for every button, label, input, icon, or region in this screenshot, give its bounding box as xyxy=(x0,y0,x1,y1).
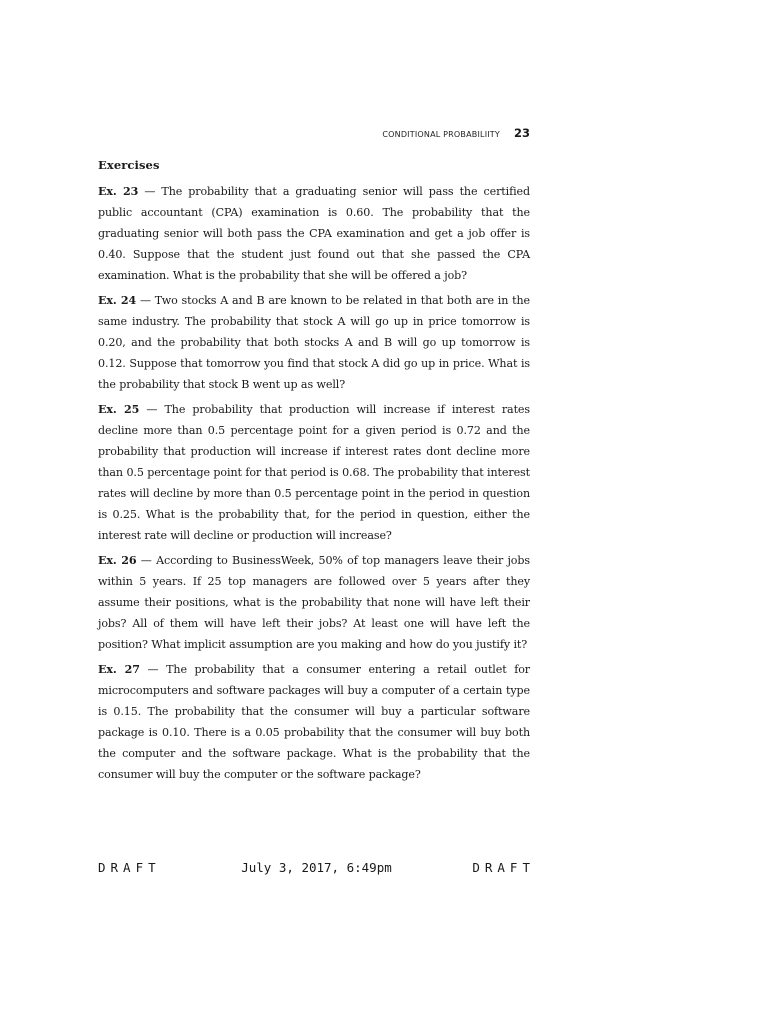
exercise-label: Ex. 24 xyxy=(98,294,137,307)
exercise-text: Two stocks A and B are known to be related in that both are in the same industry. The probability that stock A will go up in price tomorrow is 0.20, and the probability that both stocks A and B will go up tomorrow is 0.12. Suppose that tomorrow you find that stock A did go up in price. What is the probability that stock B went up as well? xyxy=(98,294,530,391)
exercise-text: According to BusinessWeek, 50% of top managers leave their jobs within 5 years. If 25 top managers are followed over 5 years after they assume their positions, what is the probability that none will have left their jobs? All of them will have left their jobs? At least one will have left the position? What implicit assumption are you making and how do you justify it? xyxy=(98,554,530,651)
exercise-text: The probability that production will increase if interest rates decline more than 0.5 percentage point for a given period is 0.72 and the probability that production will increase if interest rates dont decline more than 0.5 percentage point for that period is 0.68. The probability that interest rates will decline by more than 0.5 percentage point in the period in question is 0.25. What is the probability that, for the period in question, either the interest rate will decline or production will increase? xyxy=(98,403,530,542)
footer-timestamp: July 3, 2017, 6:49pm xyxy=(241,860,392,875)
footer-draft-right: DRAFT xyxy=(472,860,535,875)
exercise-24: Ex. 24 — Two stocks A and B are known to be related in that both are in the same industry. The probability that stock A will go up in price tomorrow is 0.20, and the probability that both stocks A and B will go up tomorrow is 0.12. Suppose that tomorrow you find that stock A did go up in price. What is the probability that stock B went up as well? xyxy=(98,294,530,391)
exercise-text: The probability that a consumer entering a retail outlet for microcomputers and software packages will buy a computer of a certain type is 0.15. The probability that the consumer will buy a particular software package is 0.10. There is a 0.05 probability that the consumer will buy both the computer and the software package. What is the probability that the consumer will buy the computer or the software package? xyxy=(98,663,530,781)
exercises-heading: Exercises xyxy=(98,158,160,172)
exercise-25: Ex. 25 — The probability that production will increase if interest rates decline more than 0.5 percentage point for a given period is 0.72 and the probability that production will increase if interest rates dont decline more than 0.5 percentage point for that period is 0.68. The probability that interest rates will decline by more than 0.5 percentage point in the period in question is 0.25. What is the probability that, for the period in question, either the interest rate will decline or production will increase? xyxy=(98,403,530,542)
draft-footer xyxy=(98,860,535,875)
exercise-label: Ex. 26 xyxy=(98,554,137,567)
exercise-label: Ex. 25 xyxy=(98,403,140,416)
exercise-26: Ex. 26 — According to BusinessWeek, 50% of top managers leave their jobs within 5 years. If 25 top managers are followed over 5 years after they assume their positions, what is the probability that none will have left their jobs? All of them will have left their jobs? At least one will have left the position? What implicit assumption are you making and how do you justify it? xyxy=(98,554,530,651)
page-number: 23 xyxy=(513,126,530,140)
section-title: CONDITIONAL PROBABILIITY xyxy=(382,130,500,139)
running-header xyxy=(382,126,530,140)
exercise-text: The probability that a graduating senior will pass the certified public accountant (CPA) examination is 0.60. The probability that the graduating senior will both pass the CPA examination and get a job offer is 0.40. Suppose that the student just found out that she passed the CPA examination. What is the probability that she will be offered a job? xyxy=(98,185,531,282)
exercise-list xyxy=(98,181,530,789)
exercise-label: Ex. 27 xyxy=(98,663,140,676)
footer-draft-left: DRAFT xyxy=(98,860,161,875)
exercise-23: Ex. 23 — The probability that a graduating senior will pass the certified public accountant (CPA) examination is 0.60. The probability that the graduating senior will both pass the CPA examination and get a job offer is 0.40. Suppose that the student just found out that she passed the CPA examination. What is the probability that she will be offered a job? xyxy=(98,185,531,282)
document-page xyxy=(98,0,535,1024)
exercise-label: Ex. 23 xyxy=(98,185,139,198)
exercise-27: Ex. 27 — The probability that a consumer entering a retail outlet for microcomputers and software packages will buy a computer of a certain type is 0.15. The probability that the consumer will buy a particular software package is 0.10. There is a 0.05 probability that the consumer will buy both the computer and the software package. What is the probability that the consumer will buy the computer or the software package? xyxy=(98,663,530,781)
